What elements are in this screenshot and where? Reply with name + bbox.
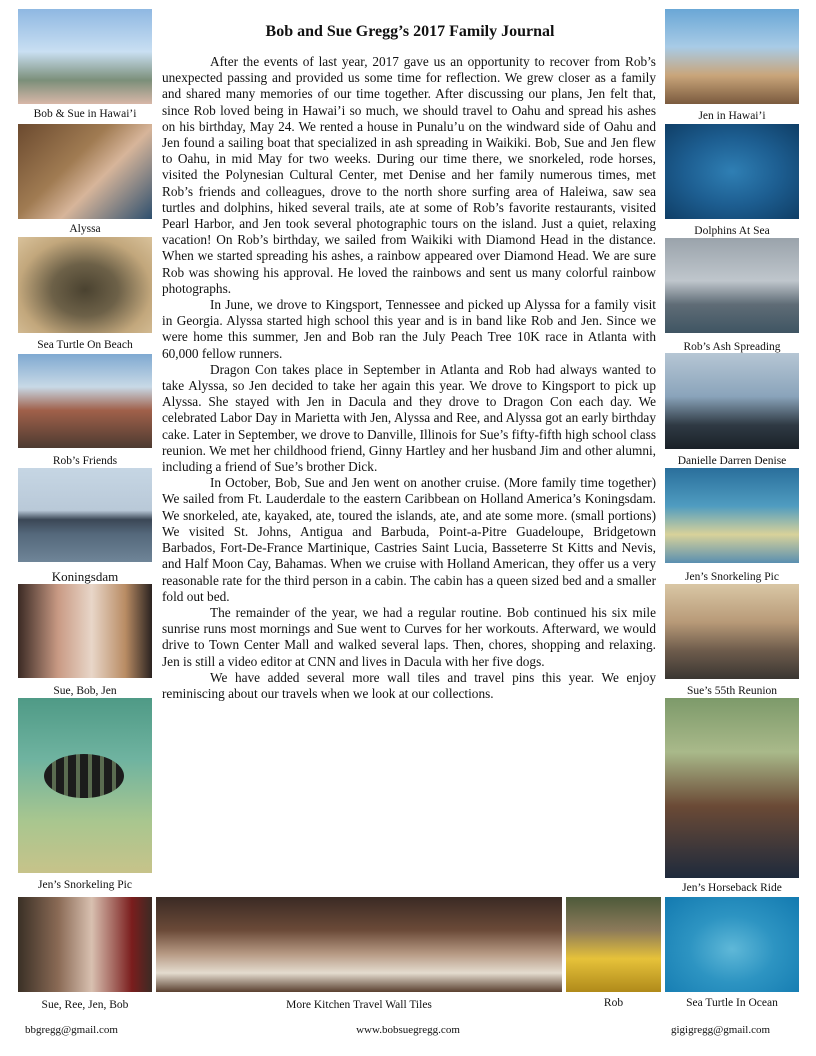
paragraph: We have added several more wall tiles and travel pins this year. We enjoy reminiscing about our travels when we look at our collections. xyxy=(162,669,656,701)
photo-caption: Danielle Darren Denise xyxy=(677,455,787,467)
photo-jen-hawaii xyxy=(665,9,799,104)
page-title: Bob and Sue Gregg’s 2017 Family Journal xyxy=(265,23,555,40)
photo-caption: Alyssa xyxy=(69,223,101,235)
photo-alyssa xyxy=(18,124,152,219)
paragraph: Dragon Con takes place in September in Atlanta and Rob had always wanted to take Alyssa, so Jen decided to take her again this year. We drove to Kingsport to pick up Alyssa. She stayed with Jen in Dacula and they drove to Dragon Con each day. We celebrated Labor Day in Marietta with Jen, Alyssa and Ree, and Alyssa got an early birthday cake. Later in September, we drove to Danville, Illinois for Sue’s fifty-fifth high school class reunion. We met her childhood friend, Ginny Hartley and her husband Jim and other alumni, including a friend of Sue’s brother Dick. xyxy=(162,361,656,475)
photo-jens-snorkeling-left xyxy=(18,698,152,873)
photo-robs-ash-spreading xyxy=(665,238,799,333)
photo-caption: Jen’s Horseback Ride xyxy=(682,882,782,894)
fish-shape xyxy=(44,754,124,798)
photo-sue-bob-jen xyxy=(18,584,152,678)
photo-rob xyxy=(566,897,661,992)
photo-caption: Sue, Bob, Jen xyxy=(53,685,117,697)
footer-email-right[interactable]: gigigregg@gmail.com xyxy=(671,1024,771,1036)
photo-caption: Jen’s Snorkeling Pic xyxy=(685,571,779,583)
photo-sea-turtle-beach xyxy=(18,237,152,333)
photo-caption: Sea Turtle In Ocean xyxy=(686,997,778,1009)
photo-caption: Dolphins At Sea xyxy=(694,225,770,237)
photo-caption: Bob & Sue in Hawai’i xyxy=(33,108,137,120)
photo-dolphins xyxy=(665,124,799,219)
footer-website[interactable]: www.bobsuegregg.com xyxy=(356,1024,460,1036)
photo-sea-turtle-ocean xyxy=(665,897,799,992)
photo-bob-sue-hawaii xyxy=(18,9,152,104)
photo-caption: Rob xyxy=(603,997,624,1009)
photo-caption: Rob’s Friends xyxy=(52,455,118,467)
photo-jens-horseback-ride xyxy=(665,698,799,878)
paragraph: After the events of last year, 2017 gave us an opportunity to recover from Rob’s unexpected passing and provided us some time for reflection. We grew closer as a family and shared many memories of our time together. After discussing our plans, Jen felt that, since Rob loved being in Hawai’i so much, we should travel to Oahu and spread his ashes on his birthday, May 24. We rented a house in Punalu’u on the windward side of Oahu and Jen found a sailing boat that specialized in ash spreading in Waikiki. Bob, Sue and Jen flew to Oahu, in mid May for two weeks. During our time there, we snorkeled, rode horses, visited the Polynesian Cultural Center, met Denise and her family numerous times, met Rob’s friends and colleagues, drove to the north shore surfing area of Haleiwa, saw sea turtles and dolphins, hiked several trails, ate at some of Rob’s favorite restaurants, visited Pearl Harbor, and Jen took several photographic tours on the island. Just a quiet, relaxing vacation! On Rob’s birthday, we sailed from Waikiki with Diamond Head in the distance. When we started spreading his ashes, a rainbow appeared over Diamond Head. We are sure Rob was showing his approval. He loved the rainbows and sent us many colorful rainbow photographs. xyxy=(162,54,656,296)
photo-danielle-darren-denise xyxy=(665,353,799,449)
photo-caption: More Kitchen Travel Wall Tiles xyxy=(286,999,432,1011)
photo-caption: Jen’s Snorkeling Pic xyxy=(38,879,132,891)
photo-caption: Sue, Ree, Jen, Bob xyxy=(41,999,129,1011)
photo-caption: Sue’s 55th Reunion xyxy=(686,685,778,697)
photo-jens-snorkeling-right xyxy=(665,468,799,563)
photo-sues-55th-reunion xyxy=(665,584,799,679)
photo-koningsdam xyxy=(18,468,152,562)
photo-robs-friends xyxy=(18,354,152,448)
photo-caption: Jen in Hawai’i xyxy=(698,110,766,122)
footer-email-left[interactable]: bbgregg@gmail.com xyxy=(25,1024,118,1036)
paragraph: In June, we drove to Kingsport, Tennessee and picked up Alyssa for a family visit in Georgia. Alyssa started high school this year and is in band like Rob and Jen. Since we were home this summer, Jen and Bob ran the July Peach Tree 10K race in Atlanta with 60,000 fellow runners. xyxy=(162,297,656,361)
photo-caption: Sea Turtle On Beach xyxy=(37,339,133,351)
photo-caption: Koningsdam xyxy=(51,569,119,584)
photo-sue-ree-jen-bob xyxy=(18,897,152,992)
article-body xyxy=(162,54,656,702)
paragraph: The remainder of the year, we had a regular routine. Bob continued his six mile sunrise runs most mornings and Sue went to Curves for her workouts. Afterward, we would drive to Town Center Mall and walked several laps. Then, chores, shopping and relaxing. Jen is still a video editor at CNN and lives in Dacula with her five dogs. xyxy=(162,604,656,669)
photo-caption: Rob’s Ash Spreading xyxy=(683,341,781,353)
paragraph: In October, Bob, Sue and Jen went on another cruise. (More family time together) We sailed from Ft. Lauderdale to the eastern Caribbean on Holland America’s Koningsdam. We snorkeled, ate, kayaked, ate, toured the islands, ate, and ate some more. (small portions) We visited St. Johns, Antigua and Barbuda, Point-a-Pitre Guadeloupe, Bridgetown Barbados, Fort-De-France Martinique, Castries Saint Lucia, Basseterre St Kitts and Nevis, and Half Moon Cay, Bahamas. When we cruise with Holland American, they offer us a very reasonable rate for the third person in a cabin. The cabin has a queen sized bed and a smaller fold out bed. xyxy=(162,475,656,604)
photo-kitchen-wall-tiles xyxy=(156,897,562,992)
